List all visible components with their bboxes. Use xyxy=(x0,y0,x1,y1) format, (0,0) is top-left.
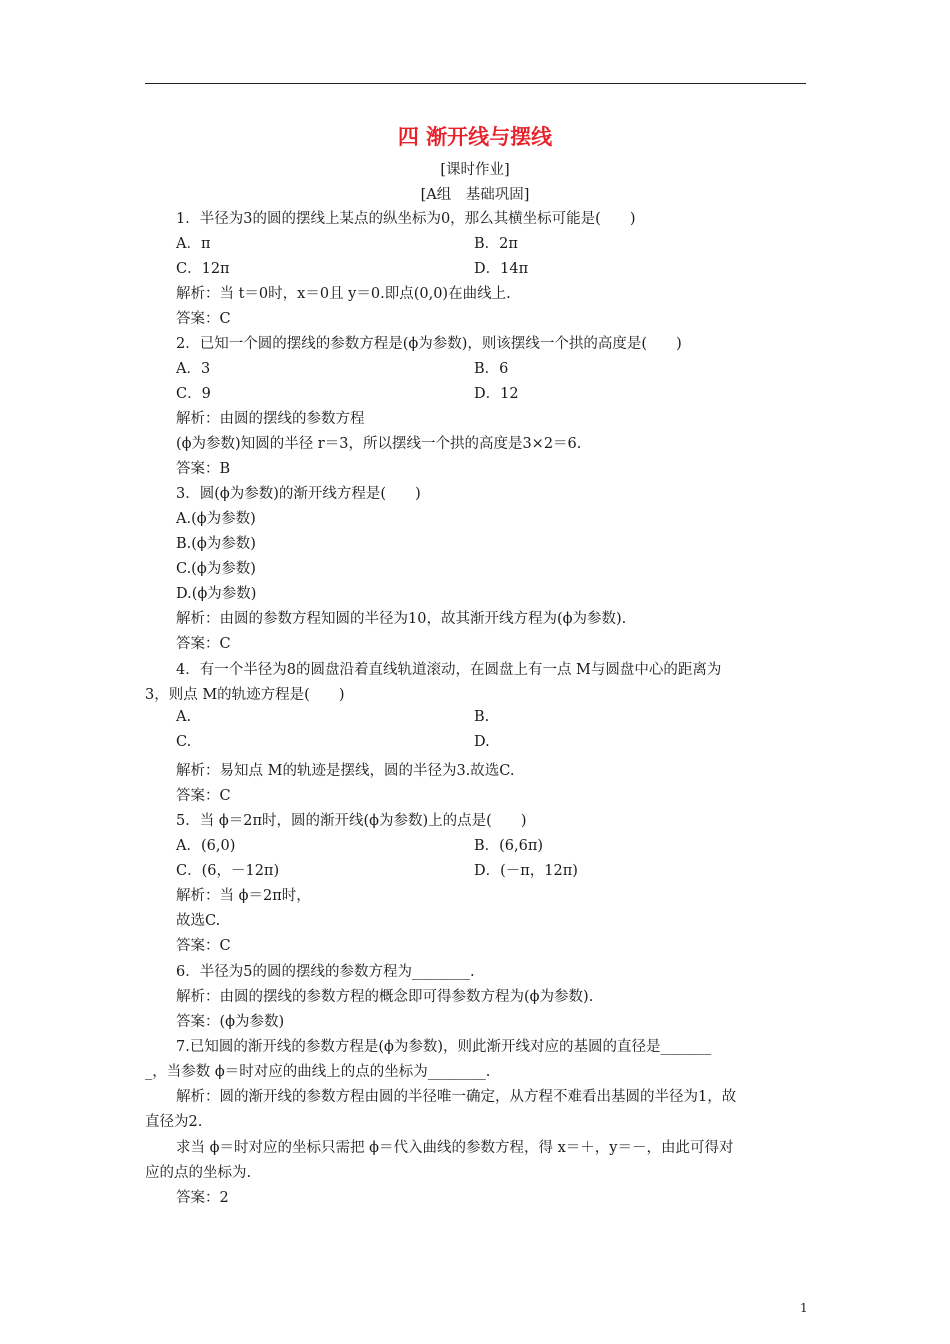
q4-stem-line1: 4．有一个半径为8的圆盘沿着直线轨道滚动，在圆盘上有一点 M与圆盘中心的距离为 xyxy=(176,662,722,678)
q5-option-c: C．(6，－12π) xyxy=(176,863,280,879)
q1-answer: 答案：C xyxy=(176,311,231,327)
q3-analysis: 解析：由圆的参数方程知圆的半径为10，故其渐开线方程为(ϕ为参数). xyxy=(176,611,627,627)
q4-stem-line2: 3，则点 M的轨迹方程是( ) xyxy=(145,687,345,703)
q5-option-d: D．(－π，12π) xyxy=(474,863,578,879)
q5-answer: 答案：C xyxy=(176,938,231,954)
q6-stem: 6．半径为5的圆的摆线的参数方程为________. xyxy=(176,964,475,980)
q5-option-a: A．(6,0) xyxy=(176,838,236,854)
q7-stem-line1: 7.已知圆的渐开线的参数方程是(ϕ为参数)，则此渐开线对应的基圆的直径是_______ xyxy=(176,1039,712,1055)
group-heading: [A组 基础巩固] xyxy=(420,187,530,203)
q7-stem-line2: _，当参数 ϕ＝时对应的曲线上的点的坐标为________. xyxy=(145,1064,491,1080)
q5-stem: 5．当 ϕ＝2π时，圆的渐开线(ϕ为参数)上的点是( ) xyxy=(176,813,527,829)
page-title: 四 渐开线与摆线 xyxy=(397,125,553,149)
header-rule xyxy=(145,83,806,84)
q7-answer: 答案：2 xyxy=(176,1190,229,1206)
q5-option-b: B．(6,6π) xyxy=(474,838,544,854)
q3-answer: 答案：C xyxy=(176,636,231,652)
q3-stem: 3．圆(ϕ为参数)的渐开线方程是( ) xyxy=(176,486,421,502)
q2-answer: 答案：B xyxy=(176,461,231,477)
q2-analysis-line1: 解析：由圆的摆线的参数方程 xyxy=(176,411,365,427)
q3-option-b: B.(ϕ为参数) xyxy=(176,536,256,552)
page-number: 1 xyxy=(800,1301,808,1315)
q4-option-b: B. xyxy=(474,709,490,725)
q7-analysis-line2: 直径为2. xyxy=(145,1114,203,1130)
q6-analysis: 解析：由圆的摆线的参数方程的概念即可得参数方程为(ϕ为参数). xyxy=(176,989,594,1005)
q1-option-c: C．12π xyxy=(176,261,230,277)
subtitle: [课时作业] xyxy=(440,162,510,178)
q1-option-a: A．π xyxy=(176,236,211,252)
q2-analysis-line2: (ϕ为参数)知圆的半径 r＝3，所以摆线一个拱的高度是3×2＝6. xyxy=(176,436,582,452)
q3-option-c: C.(ϕ为参数) xyxy=(176,561,256,577)
q7-analysis-line3: 求当 ϕ＝时对应的坐标只需把 ϕ＝代入曲线的参数方程，得 x＝＋，y＝－，由此可得对 xyxy=(176,1140,734,1156)
q4-analysis: 解析：易知点 M的轨迹是摆线，圆的半径为3.故选C. xyxy=(176,763,515,779)
q1-option-b: B．2π xyxy=(474,236,518,252)
q3-option-a: A.(ϕ为参数) xyxy=(176,511,256,527)
q1-option-d: D．14π xyxy=(474,261,529,277)
q6-answer: 答案：(ϕ为参数) xyxy=(176,1014,285,1030)
q4-option-d: D. xyxy=(474,734,490,750)
q7-analysis-line4: 应的点的坐标为. xyxy=(145,1165,252,1181)
q2-option-c: C．9 xyxy=(176,386,211,402)
q2-option-b: B．6 xyxy=(474,361,509,377)
q2-option-d: D．12 xyxy=(474,386,519,402)
q4-option-c: C. xyxy=(176,734,192,750)
q4-option-a: A. xyxy=(176,709,192,725)
q3-option-d: D.(ϕ为参数) xyxy=(176,586,257,602)
q4-answer: 答案：C xyxy=(176,788,231,804)
q2-stem: 2．已知一个圆的摆线的参数方程是(ϕ为参数)，则该摆线一个拱的高度是( ) xyxy=(176,336,682,352)
q1-stem: 1．半径为3的圆的摆线上某点的纵坐标为0，那么其横坐标可能是( ) xyxy=(176,211,636,227)
q1-analysis: 解析：当 t＝0时，x＝0且 y＝0.即点(0,0)在曲线上. xyxy=(176,286,511,302)
q5-analysis-line2: 故选C. xyxy=(176,913,221,929)
q2-option-a: A．3 xyxy=(176,361,211,377)
q5-analysis-line1: 解析：当 ϕ＝2π时， xyxy=(176,888,311,904)
q7-analysis-line1: 解析：圆的渐开线的参数方程由圆的半径唯一确定，从方程不难看出基圆的半径为1，故 xyxy=(176,1089,737,1105)
